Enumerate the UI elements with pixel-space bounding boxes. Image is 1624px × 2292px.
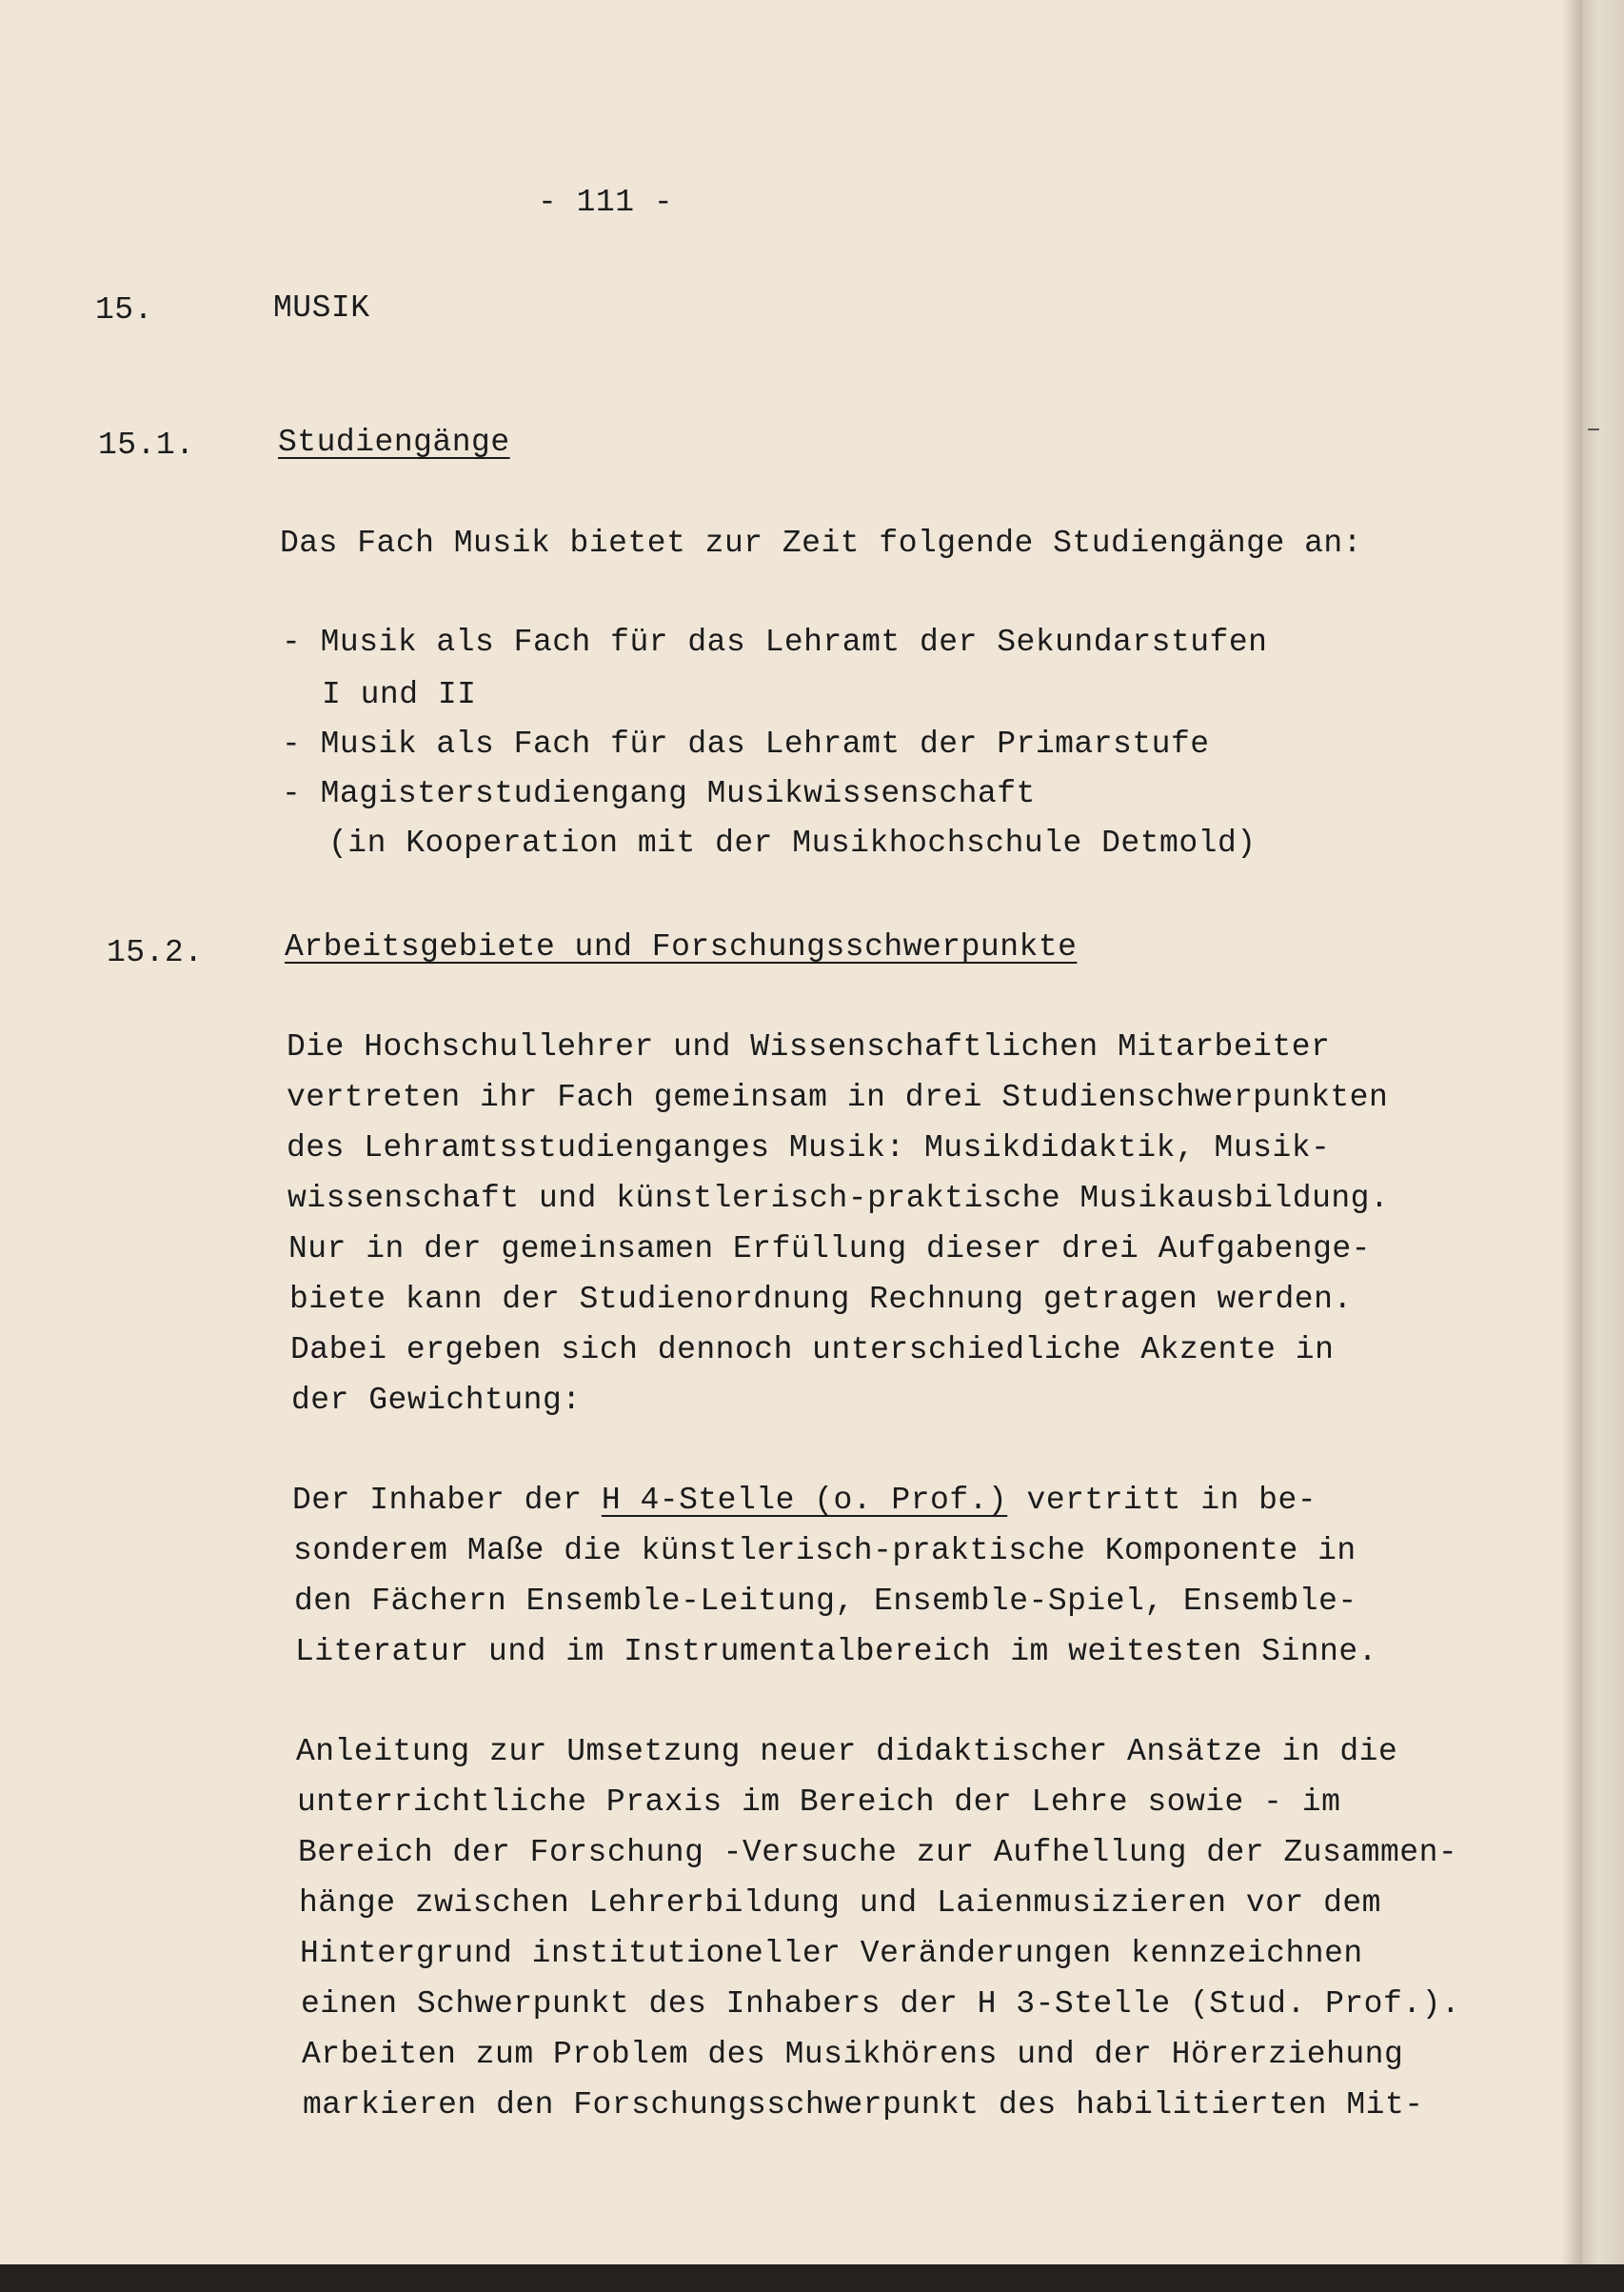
paragraph-line: Dabei ergeben sich dennoch unterschiedliche Akzente in: [290, 1332, 1335, 1367]
paragraph-text: vertritt in be-: [1007, 1483, 1317, 1518]
paragraph-line: sonderem Maße die künstlerisch-praktische Komponente in: [293, 1533, 1357, 1568]
scan-bottom-border: [0, 2264, 1624, 2292]
paragraph-line: Arbeiten zum Problem des Musikhörens und der Hörerziehung: [302, 2037, 1404, 2072]
paragraph-line: [292, 1482, 1317, 1520]
position-title: H 4-Stelle (o. Prof.): [601, 1483, 1008, 1518]
subsection-1-intro: Das Fach Musik bietet zur Zeit folgende Studiengänge an:: [280, 526, 1362, 561]
list-item-continuation: I und II: [322, 677, 477, 712]
paragraph-line: wissenschaft und künstlerisch-praktische Musikausbildung.: [287, 1181, 1390, 1216]
paragraph-line: unterrichtliche Praxis im Bereich der Lehre sowie - im: [297, 1784, 1341, 1820]
page-edge-shadow: [1561, 0, 1582, 2285]
subsection-1-number: 15.1.: [98, 428, 195, 463]
paragraph-line: der Gewichtung:: [291, 1383, 582, 1418]
paragraph-line: Bereich der Forschung -Versuche zur Aufhellung der Zusammen-: [298, 1835, 1458, 1870]
adjacent-page-edge: [1582, 0, 1624, 2292]
paragraph-line: biete kann der Studienordnung Rechnung getragen werden.: [289, 1282, 1353, 1317]
paragraph-line: Literatur und im Instrumentalbereich im weitesten Sinne.: [295, 1634, 1377, 1669]
list-item-continuation: (in Kooperation mit der Musikhochschule Detmold): [328, 826, 1257, 861]
paragraph-line: vertreten ihr Fach gemeinsam in drei Studienschwerpunkten: [287, 1080, 1389, 1115]
paragraph-line: Die Hochschullehrer und Wissenschaftlichen Mitarbeiter: [287, 1029, 1331, 1065]
subsection-2-number: 15.2.: [107, 935, 204, 970]
paragraph-line: des Lehramtsstudienganges Musik: Musikdidaktik, Musik-: [287, 1130, 1331, 1166]
paragraph-line: Nur in der gemeinsamen Erfüllung dieser drei Aufgabenge-: [288, 1231, 1371, 1266]
paragraph-line: Anleitung zur Umsetzung neuer didaktischer Ansätze in die: [296, 1734, 1398, 1769]
page-number: - 111 -: [538, 185, 674, 220]
list-item: - Magisterstudiengang Musikwissenschaft: [282, 776, 1036, 811]
paragraph-line: einen Schwerpunkt des Inhabers der H 3-Stelle (Stud. Prof.).: [301, 1986, 1461, 2022]
section-number: 15.: [95, 292, 153, 328]
section-title: MUSIK: [273, 290, 370, 326]
paragraph-line: den Fächern Ensemble-Leitung, Ensemble-Spiel, Ensemble-: [294, 1584, 1357, 1619]
list-item: - Musik als Fach für das Lehramt der Sekundarstufen: [282, 625, 1268, 660]
paragraph-line: markieren den Forschungsschwerpunkt des habilitierten Mit-: [303, 2087, 1424, 2123]
subsection-1-title: Studiengänge: [278, 425, 510, 460]
paragraph-text: Der Inhaber der: [292, 1483, 602, 1518]
paragraph-line: Hintergrund institutioneller Veränderungen kennzeichnen: [300, 1936, 1363, 1971]
edge-mark: [1588, 429, 1599, 430]
list-item: - Musik als Fach für das Lehramt der Primarstufe: [282, 727, 1210, 762]
paragraph-line: hänge zwischen Lehrerbildung und Laienmusizieren vor dem: [299, 1885, 1381, 1921]
subsection-2-title: Arbeitsgebiete und Forschungsschwerpunkte: [285, 929, 1078, 965]
